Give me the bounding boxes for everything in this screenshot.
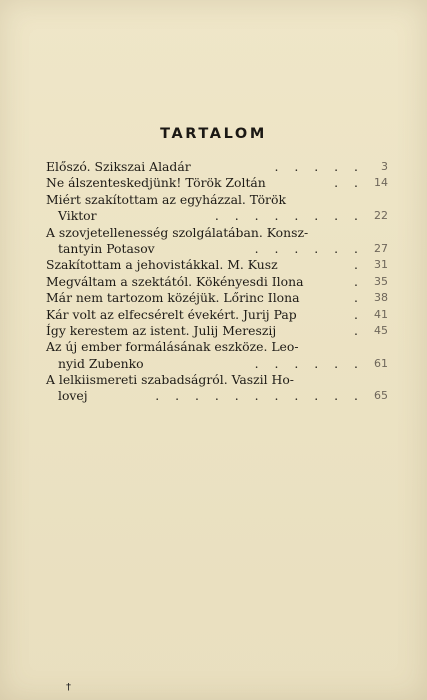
toc-leader-dots: . . . . . . — [254, 240, 364, 256]
toc-entry-text: Kár volt az elfecsérelt évekért. Jurij Pap — [46, 306, 297, 322]
toc-page-number: 3 — [381, 160, 388, 173]
toc-entry — [46, 225, 388, 241]
toc-entry — [46, 159, 388, 175]
toc-leader-dots: . — [354, 257, 364, 273]
toc-entry-text-continued: nyid Zubenko — [58, 355, 144, 371]
toc-entry-continuation — [46, 208, 388, 224]
toc-entry-continuation — [46, 356, 388, 372]
toc-entry — [46, 175, 388, 191]
toc-page-number: 22 — [374, 209, 388, 223]
toc-entry-continuation — [46, 241, 388, 257]
page-title: TARTALOM — [160, 126, 267, 142]
toc-entry-text: A lelkiismereti szabadságról. Vaszil Ho- — [46, 372, 294, 388]
toc-entry-text: Miért szakítottam az egyházzal. Török — [46, 191, 286, 207]
toc-entry-text-continued: tantyin Potasov — [58, 240, 155, 256]
toc-entry-text: Előszó. Szikszai Aladár — [46, 159, 191, 174]
toc-entry-continuation — [46, 388, 388, 404]
toc-leader-dots: . — [354, 273, 364, 289]
toc-leader-dots: . — [354, 322, 364, 338]
toc-entry-text: Szakítottam a jehovistákkal. M. Kusz — [46, 257, 278, 273]
printer-mark: † — [66, 682, 71, 693]
toc-leader-dots: . . — [334, 175, 364, 191]
toc-leader-dots: . . . . . . . . . . . — [155, 388, 364, 404]
toc-entry — [46, 192, 388, 208]
table-of-contents — [46, 159, 388, 405]
toc-page-number: 65 — [374, 389, 388, 403]
toc-page-number: 35 — [374, 274, 388, 288]
toc-leader-dots: . . . . . — [274, 159, 364, 174]
toc-page-number: 31 — [374, 258, 388, 272]
toc-entry-text: Megváltam a szektától. Kökényesdi Ilona — [46, 273, 304, 289]
toc-entry-text: Így kerestem az istent. Julij Mereszij — [46, 322, 277, 338]
toc-entry — [46, 257, 388, 273]
toc-leader-dots: . . . . . . . . — [214, 208, 364, 224]
toc-entry-text-continued: Viktor — [58, 208, 97, 224]
toc-entry — [46, 290, 388, 306]
toc-page-number: 14 — [374, 176, 388, 190]
toc-entry — [46, 307, 388, 323]
toc-page-number: 41 — [374, 307, 388, 321]
toc-page-number: 38 — [374, 291, 388, 305]
toc-entry-text-continued: lovej — [58, 388, 88, 404]
toc-page-number: 61 — [374, 356, 388, 370]
toc-entry-text: Az új ember formálásának eszköze. Leo- — [46, 339, 299, 355]
toc-entry — [46, 323, 388, 339]
toc-leader-dots: . . . . . . — [254, 355, 364, 371]
toc-entry — [46, 274, 388, 290]
toc-leader-dots: . — [354, 306, 364, 322]
toc-entry-text: A szovjetellenesség szolgálatában. Konsz- — [46, 224, 309, 240]
toc-entry-text: Ne álszenteskedjünk! Török Zoltán — [46, 175, 266, 191]
toc-entry — [46, 339, 388, 355]
toc-page-number: 45 — [374, 323, 388, 337]
toc-entry-text: Már nem tartozom közéjük. Lőrinc Ilona — [46, 290, 300, 306]
toc-page-number: 27 — [374, 241, 388, 255]
toc-entry — [46, 372, 388, 388]
toc-leader-dots: . — [354, 290, 364, 306]
